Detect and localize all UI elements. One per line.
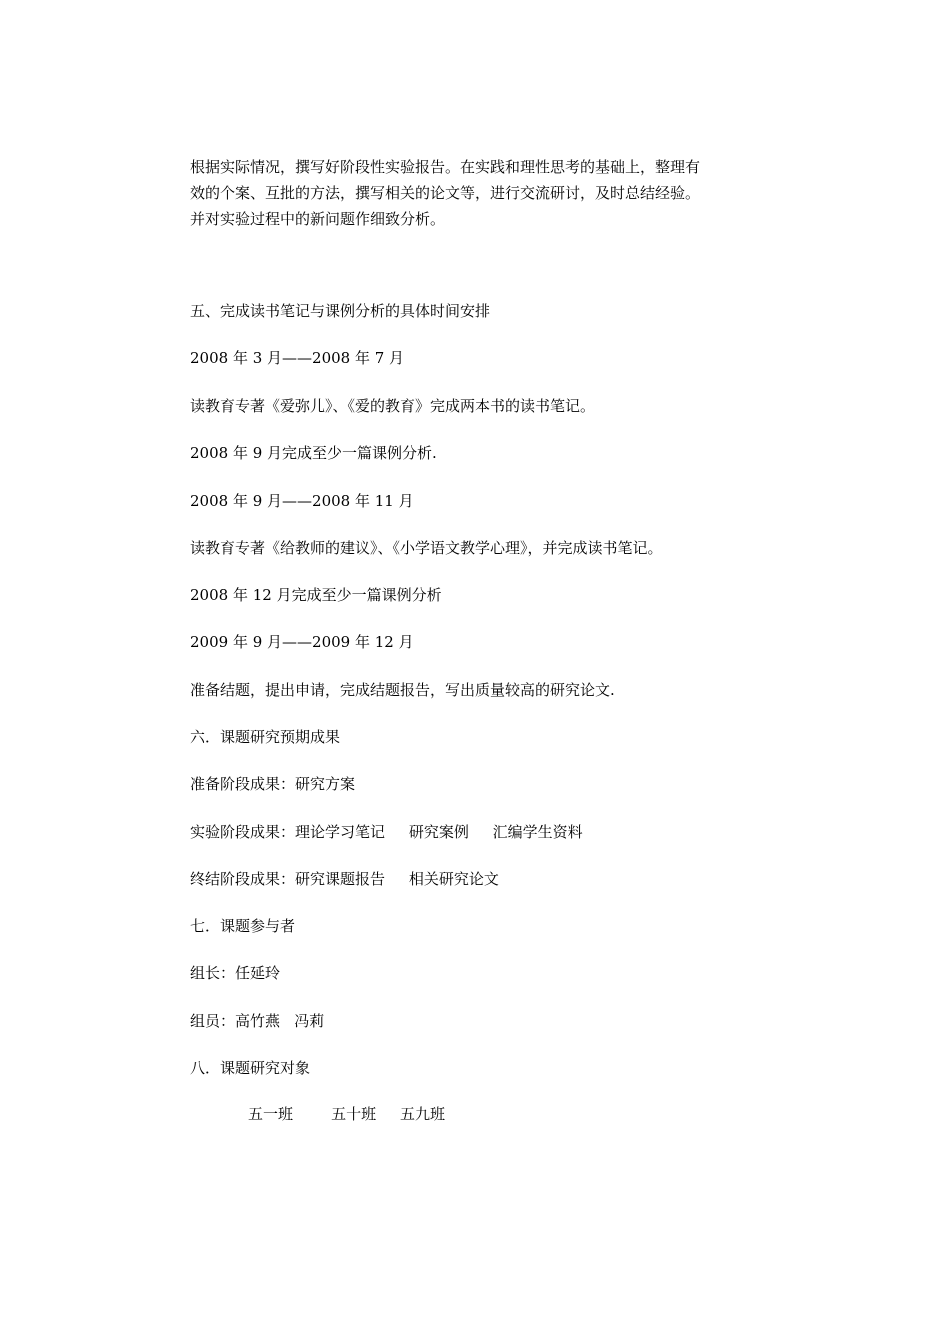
schedule-period-1: 2008 年 3 月——2008 年 7 月 bbox=[190, 349, 405, 367]
intro-paragraph bbox=[190, 154, 780, 232]
intro-line-1: 根据实际情况，撰写好阶段性实验报告。在实践和理性思考的基础上，整理有 bbox=[190, 158, 701, 176]
schedule-task-1: 读教育专著《爱弥儿》、《爱的教育》完成两本书的读书笔记。 bbox=[190, 397, 596, 415]
research-classes: 五一班 五十班 五九班 bbox=[248, 1105, 445, 1123]
intro-line-2: 效的个案、互批的方法，撰写相关的论文等，进行交流研讨，及时总结经验。 bbox=[190, 184, 701, 202]
section-8-heading: 八．课题研究对象 bbox=[190, 1059, 311, 1077]
intro-line-3: 并对实验过程中的新问题作细致分析。 bbox=[190, 210, 446, 228]
schedule-task-5: 准备结题，提出申请，完成结题报告，写出质量较高的研究论文. bbox=[190, 681, 615, 699]
section-7-heading: 七．课题参与者 bbox=[190, 917, 296, 935]
outcome-final: 终结阶段成果：研究课题报告 相关研究论文 bbox=[190, 870, 499, 888]
schedule-task-2: 2008 年 9 月完成至少一篇课例分析. bbox=[190, 444, 437, 462]
schedule-task-3: 读教育专著《给教师的建议》、《小学语文教学心理》，并完成读书笔记。 bbox=[190, 539, 663, 557]
section-6-heading: 六．课题研究预期成果 bbox=[190, 728, 341, 746]
outcome-experiment: 实验阶段成果：理论学习笔记 研究案例 汇编学生资料 bbox=[190, 823, 583, 841]
participant-leader: 组长：任延玲 bbox=[190, 964, 281, 982]
schedule-period-3: 2009 年 9 月——2009 年 12 月 bbox=[190, 633, 414, 651]
outcome-prep: 准备阶段成果：研究方案 bbox=[190, 775, 356, 793]
schedule-task-4: 2008 年 12 月完成至少一篇课例分析 bbox=[190, 586, 442, 604]
schedule-period-2: 2008 年 9 月——2008 年 11 月 bbox=[190, 492, 414, 510]
participant-members: 组员：高竹燕 冯莉 bbox=[190, 1012, 325, 1030]
section-5-heading: 五、完成读书笔记与课例分析的具体时间安排 bbox=[190, 302, 491, 320]
